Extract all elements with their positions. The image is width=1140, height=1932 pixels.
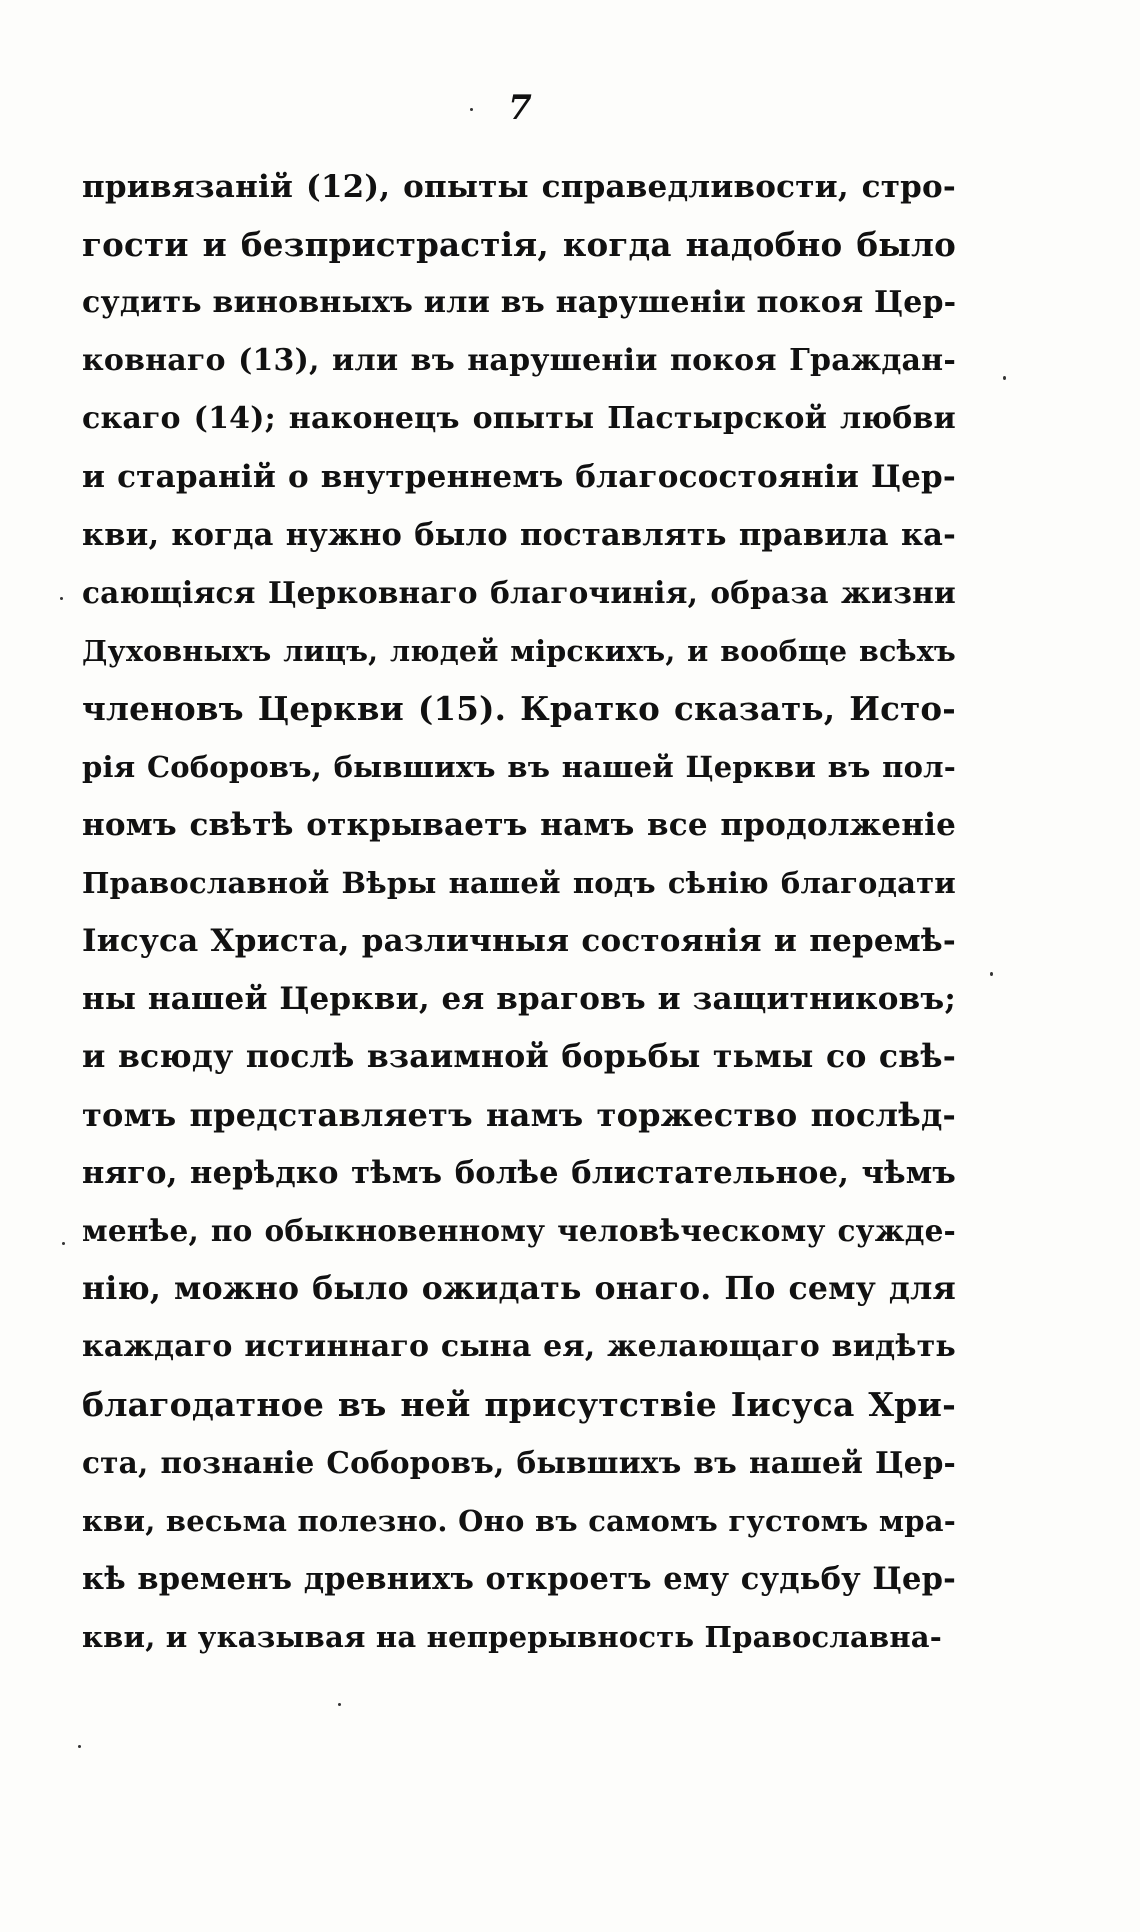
text-line: и всюду послѣ взаимной борьбы тьмы со свѣ- — [82, 1038, 956, 1075]
text-line: нію, можно было ожидать онаго. По сему для — [82, 1270, 956, 1307]
text-line: томъ представляетъ намъ торжество послѣд- — [82, 1096, 956, 1134]
text-line: гости и безпристрастія, когда надобно было — [82, 225, 956, 264]
text-line: каждаго истиннаго сына ея, желающаго видѣть — [82, 1329, 956, 1364]
text-line: благодатное въ ней присутствіе Іисуса Хри- — [82, 1385, 956, 1424]
page-number: 7 — [508, 88, 532, 128]
text-line: скаго (14); наконецъ опыты Пастырской любви — [82, 401, 956, 436]
scan-speck — [990, 972, 993, 976]
scan-speck — [470, 108, 473, 111]
text-line: судить виновныхъ или въ нарушеніи покоя Цер- — [82, 285, 957, 320]
text-line: Духовныхъ лицъ, людей мірскихъ, и вообще всѣхъ — [82, 634, 956, 668]
body-text — [82, 158, 956, 1666]
text-line: кви, когда нужно было поставлять правила ка- — [82, 517, 956, 553]
text-line: рія Соборовъ, бывшихъ въ нашей Церкви въ пол- — [82, 750, 956, 784]
scan-speck — [1003, 376, 1006, 380]
text-line: ковнаго (13), или въ нарушеніи покоя Граждан- — [82, 343, 956, 378]
text-line: кви, и указывая на непрерывность Православна- — [82, 1620, 942, 1654]
scan-speck — [60, 597, 63, 600]
text-line: менѣе, по обыкновенному человѣческому сужде- — [82, 1213, 956, 1248]
text-line: ны нашей Церкви, ея враговъ и защитниковъ; — [82, 981, 956, 1017]
text-line: членовъ Церкви (15). Кратко сказать, Исто- — [82, 689, 956, 728]
text-line: сающіяся Церковнаго благочинія, образа жизни — [82, 575, 956, 610]
scan-speck — [62, 1242, 65, 1245]
text-line: Православной Вѣры нашей подъ сѣнію благодати — [82, 866, 956, 900]
scan-speck — [338, 1703, 341, 1706]
text-line: кѣ временъ древнихъ откроетъ ему судьбу Цер- — [82, 1561, 956, 1597]
text-line: и стараній о внутреннемъ благосостояніи Цер- — [82, 459, 956, 495]
text-line: номъ свѣтѣ открываетъ намъ все продолженіе — [82, 807, 956, 843]
text-line: няго, нерѣдко тѣмъ болѣе блистательное, чѣмъ — [82, 1155, 956, 1191]
text-line: кви, весьма полезно. Оно въ самомъ густомъ мра- — [82, 1504, 956, 1538]
text-line: Іисуса Христа, различныя состоянія и перемѣ- — [82, 923, 956, 959]
scan-speck — [78, 1745, 81, 1748]
text-line: ста, познаніе Соборовъ, бывшихъ въ нашей Цер- — [82, 1445, 956, 1480]
text-line: привязаній (12), опыты справедливости, стро- — [82, 169, 956, 205]
